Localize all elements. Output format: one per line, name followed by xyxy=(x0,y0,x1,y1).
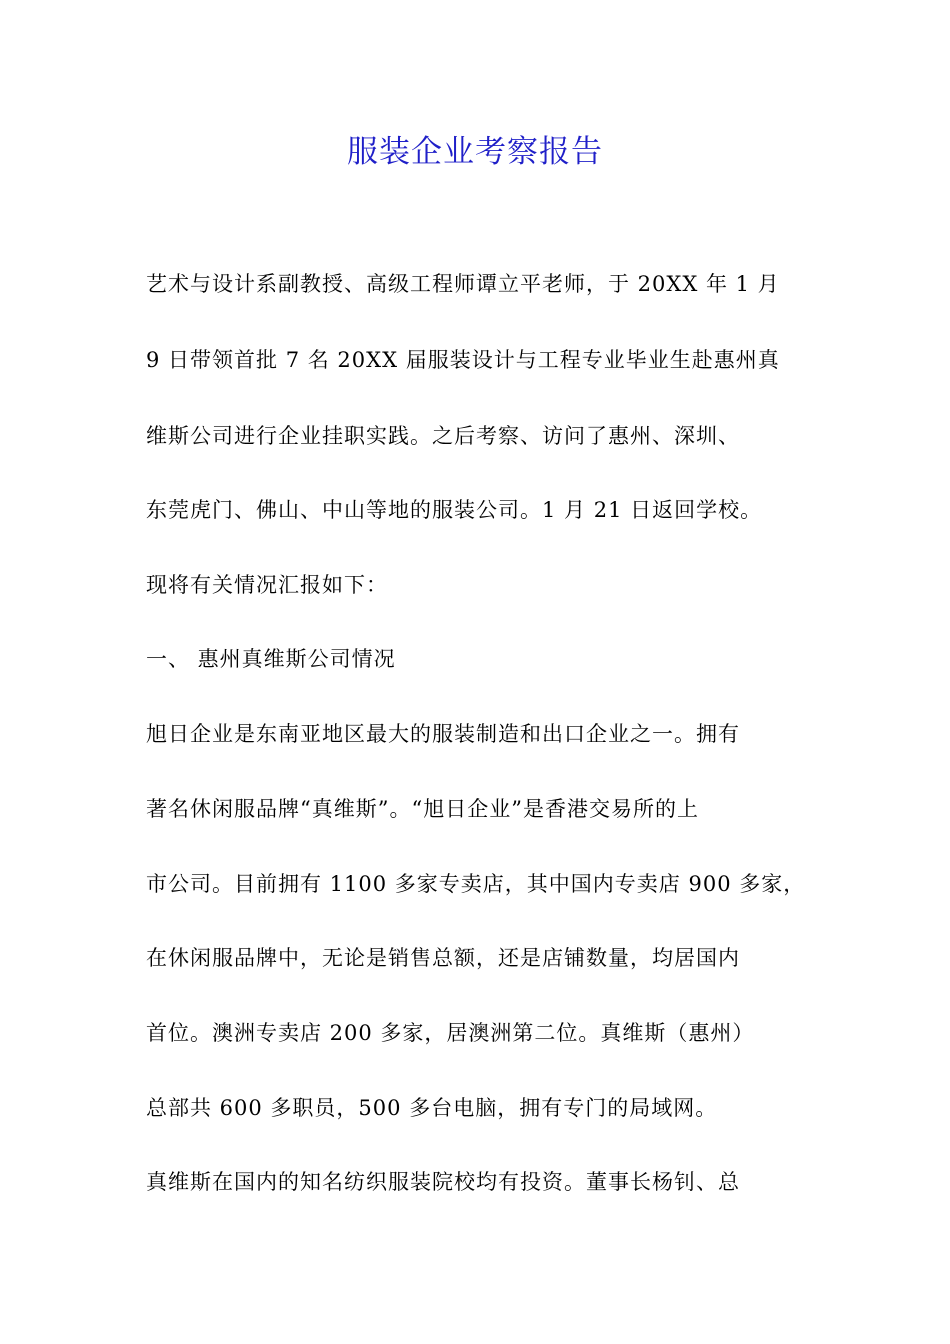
text-line: 总部共 600 多职员，500 多台电脑，拥有专门的局域网。 xyxy=(146,1096,718,1120)
text-line: 旭日企业是东南亚地区最大的服装制造和出口企业之一。拥有 xyxy=(146,722,740,746)
text-line: 市公司。目前拥有 1100 多家专卖店，其中国内专卖店 900 多家， xyxy=(146,872,806,896)
text-line: 9 日带领首批 7 名 20XX 届服装设计与工程专业毕业生赴惠州真 xyxy=(146,348,780,372)
section-heading: 一、 惠州真维斯公司情况 xyxy=(146,647,396,671)
text-line: 著名休闲服品牌“真维斯”。“旭日企业”是香港交易所的上 xyxy=(146,797,699,821)
text-line: 维斯公司进行企业挂职实践。之后考察、访问了惠州、深圳、 xyxy=(146,424,740,448)
text-line: 首位。澳洲专卖店 200 多家，居澳洲第二位。真维斯（惠州） xyxy=(146,1021,755,1045)
text-line: 现将有关情况汇报如下： xyxy=(146,573,388,597)
document-title: 服装企业考察报告 xyxy=(347,134,603,170)
text-line: 真维斯在国内的知名纺织服装院校均有投资。董事长杨钊、总 xyxy=(146,1170,740,1194)
text-line: 在休闲服品牌中，无论是销售总额，还是店铺数量，均居国内 xyxy=(146,946,740,970)
text-line: 艺术与设计系副教授、高级工程师谭立平老师，于 20XX 年 1 月 xyxy=(146,272,780,296)
text-line: 东莞虎门、佛山、中山等地的服装公司。1 月 21 日返回学校。 xyxy=(146,498,763,522)
